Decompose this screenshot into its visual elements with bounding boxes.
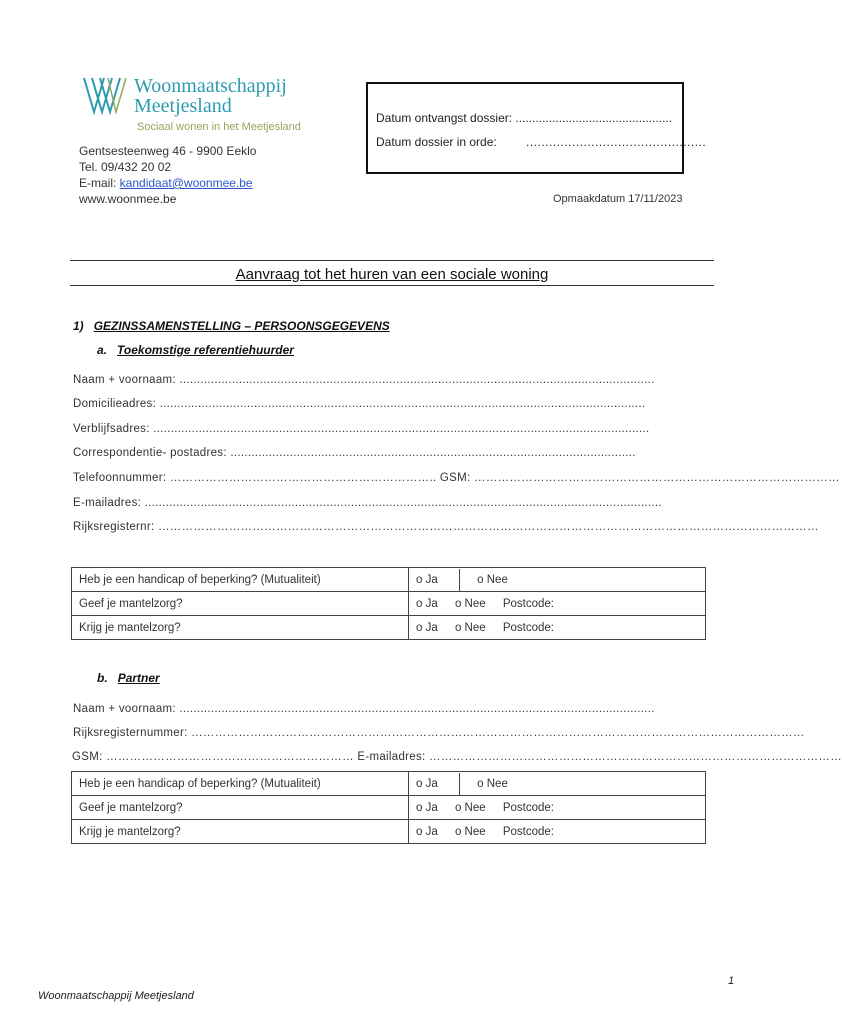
email-line bbox=[79, 175, 256, 191]
logo-mark-icon bbox=[82, 76, 128, 114]
answer-cell bbox=[409, 772, 706, 796]
email-link[interactable]: kandidaat@woonmee.be bbox=[119, 176, 253, 190]
postcode-label: Postcode: bbox=[502, 825, 554, 838]
footer-text: Woonmaatschappij Meetjesland bbox=[38, 990, 194, 1002]
postcode-label: Postcode: bbox=[502, 597, 554, 610]
section-b-letter: b. bbox=[97, 671, 108, 685]
email-label: E-mail: bbox=[79, 176, 120, 190]
dossier-box bbox=[366, 82, 707, 174]
option-ja[interactable]: o Ja bbox=[416, 825, 438, 838]
answer-cell bbox=[409, 616, 706, 640]
field-domicilieadres[interactable]: Domicilieadres: ........................................................................................................................................... bbox=[73, 398, 646, 410]
page-number: 1 bbox=[728, 975, 735, 987]
question-cell: Geef je mantelzorg? bbox=[72, 796, 409, 820]
table-row bbox=[72, 568, 706, 592]
dossier-ontvangst: Datum ontvangst dossier: ............................................... bbox=[376, 111, 673, 125]
option-nee[interactable]: o Nee bbox=[454, 597, 486, 610]
field-emailadres[interactable]: E-mailadres: .................................................................................................................................................... bbox=[73, 497, 662, 509]
website: www.woonmee.be bbox=[79, 192, 177, 206]
table-row bbox=[72, 796, 706, 820]
field-partner-naam[interactable]: Naam + voornaam: ........................................................................................................................................ bbox=[73, 703, 655, 715]
section-1-heading bbox=[73, 319, 390, 333]
title-bottom-rule bbox=[70, 285, 714, 286]
question-cell: Krijg je mantelzorg? bbox=[72, 616, 409, 640]
option-nee[interactable]: o Nee bbox=[477, 573, 508, 586]
option-nee[interactable]: o Nee bbox=[454, 825, 486, 838]
option-ja[interactable]: o Ja bbox=[416, 621, 438, 634]
postcode-label: Postcode: bbox=[502, 801, 554, 814]
phone: Tel. 09/432 20 02 bbox=[79, 160, 172, 174]
option-ja[interactable]: o Ja bbox=[416, 597, 438, 610]
dossier-inorde-label: Datum dossier in orde: bbox=[376, 135, 497, 149]
table-row bbox=[72, 616, 706, 640]
field-correspondentieadres[interactable]: Correspondentie- postadres: .................................................................................................................... bbox=[73, 447, 636, 459]
title-top-rule bbox=[70, 260, 714, 261]
option-nee[interactable]: o Nee bbox=[477, 777, 508, 790]
field-partner-gsm-email[interactable]: GSM: ……………………………………………………… E-mailadres: …………………………………………………………………………………………… bbox=[72, 751, 842, 763]
contact-block bbox=[79, 143, 256, 207]
question-table-a bbox=[71, 567, 706, 640]
section-a-title: Toekomstige referentiehuurder bbox=[117, 343, 294, 357]
question-cell: Krijg je mantelzorg? bbox=[72, 820, 409, 844]
dossier-inorde-dots: ............................................... bbox=[526, 135, 707, 149]
page-title: Aanvraag tot het huren van een sociale woning bbox=[235, 266, 549, 283]
question-table-b bbox=[71, 771, 706, 844]
option-ja[interactable]: o Ja bbox=[416, 777, 438, 790]
cell-divider bbox=[459, 773, 460, 795]
question-cell: Heb je een handicap of beperking? (Mutualiteit) bbox=[72, 568, 409, 592]
answer-cell bbox=[409, 796, 706, 820]
section-b-title: Partner bbox=[117, 671, 160, 685]
section-a-letter: a. bbox=[97, 343, 108, 357]
logo-line1: Woonmaatschappij bbox=[134, 75, 287, 97]
section-1-title: GEZINSSAMENSTELLING – PERSOONSGEGEVENS bbox=[93, 319, 390, 333]
opmaakdatum: Opmaakdatum 17/11/2023 bbox=[553, 193, 683, 205]
answer-cell bbox=[409, 820, 706, 844]
cell-divider bbox=[459, 569, 460, 591]
table-row bbox=[72, 820, 706, 844]
option-nee[interactable]: o Nee bbox=[454, 621, 486, 634]
field-naam[interactable]: Naam + voornaam: ........................................................................................................................................ bbox=[73, 374, 655, 386]
question-cell: Geef je mantelzorg? bbox=[72, 592, 409, 616]
answer-cell bbox=[409, 592, 706, 616]
address: Gentsesteenweg 46 - 9900 Eeklo bbox=[79, 144, 257, 158]
answer-cell bbox=[409, 568, 706, 592]
option-ja[interactable]: o Ja bbox=[416, 573, 438, 586]
logo-line2: Meetjesland bbox=[134, 95, 232, 117]
postcode-label: Postcode: bbox=[502, 621, 554, 634]
table-row bbox=[72, 592, 706, 616]
field-rijksregisternr[interactable]: Rijksregisternr: …………………………………………………………………………………………………………………………………………………… bbox=[73, 521, 819, 533]
option-ja[interactable]: o Ja bbox=[416, 801, 438, 814]
section-b-heading bbox=[97, 671, 160, 685]
section-a-heading bbox=[97, 343, 294, 357]
section-1-number: 1) bbox=[73, 319, 84, 333]
field-telefoon-gsm[interactable]: Telefoonnummer: ………………………………………………………….. GSM: ………………………………………………………………………………… bbox=[73, 472, 840, 484]
tagline: Sociaal wonen in het Meetjesland bbox=[137, 121, 301, 133]
table-row bbox=[72, 772, 706, 796]
field-verblijfsadres[interactable]: Verblijfsadres: .............................................................................................................................................. bbox=[73, 423, 650, 435]
field-partner-rijksregisternummer[interactable]: Rijksregisternummer: ………………………………………………………………………………………………………………………………………… bbox=[73, 727, 805, 739]
option-nee[interactable]: o Nee bbox=[454, 801, 486, 814]
question-cell: Heb je een handicap of beperking? (Mutualiteit) bbox=[72, 772, 409, 796]
